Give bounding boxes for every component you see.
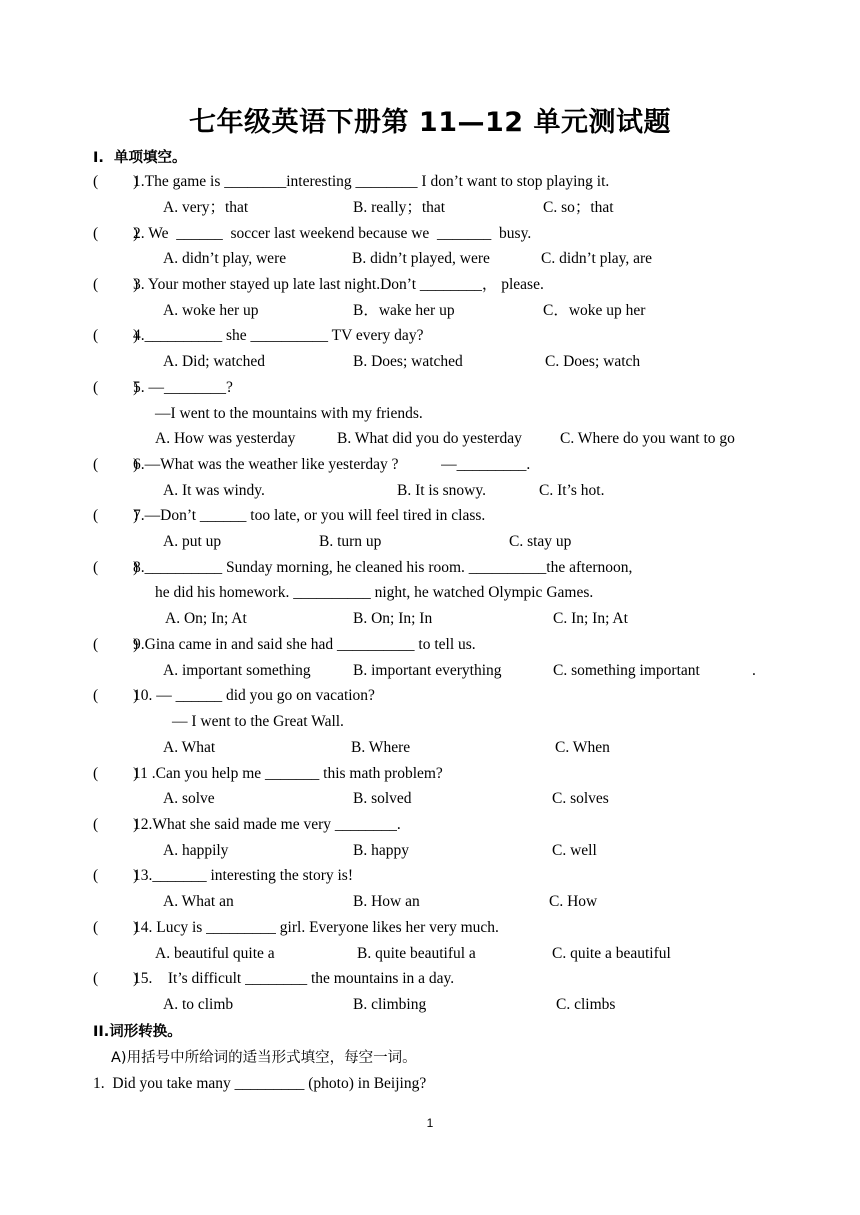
question-text: 6.—What was the weather like yesterday ? —_________. <box>133 456 531 473</box>
answer-option: C. climbs <box>556 996 616 1013</box>
answer-option: A. beautiful quite a <box>155 945 275 962</box>
answer-option: B. What did you do yesterday <box>337 430 522 447</box>
answer-option: C. quite a beautiful <box>552 945 671 962</box>
answer-option: B. Where <box>351 739 411 756</box>
answer-blank: ( ) <box>93 507 139 524</box>
answer-option: A. happily <box>163 842 229 859</box>
answer-blank: ( ) <box>93 276 139 293</box>
answer-option: A. It was windy. <box>163 482 265 499</box>
question-text: 12.What she said made me very ________. <box>133 816 401 833</box>
answer-blank: ( ) <box>93 919 139 936</box>
answer-option: B. really；that <box>353 199 446 216</box>
answer-option: B. On; In; In <box>353 610 433 627</box>
question-text: 7.—Don’t ______ too late, or you will feel tired in class. <box>133 507 486 524</box>
answer-option: C. Does; watch <box>545 353 641 370</box>
question-text: 11 .Can you help me _______ this math problem? <box>133 765 443 782</box>
question-text: 15. It’s difficult ________ the mountains in a day. <box>133 970 455 987</box>
answer-option: B. solved <box>353 790 412 807</box>
answer-blank: ( ) <box>93 379 139 396</box>
answer-option: C. stay up <box>509 533 572 550</box>
page-number: 1 <box>426 1116 434 1130</box>
section-heading-word-forms: II.词形转换。 <box>93 1024 182 1040</box>
answer-blank: ( ) <box>93 456 139 473</box>
answer-option: C. When <box>555 739 610 756</box>
answer-option: B．wake her up <box>353 302 455 319</box>
question-text: 13._______ interesting the story is! <box>133 867 353 884</box>
answer-blank: ( ) <box>93 636 139 653</box>
fill-in-question-1: 1. Did you take many _________ (photo) in Beijing? <box>93 1075 427 1092</box>
trailing-mark: . <box>752 662 756 679</box>
question-subline: he did his homework. __________ night, he watched Olympic Games. <box>155 584 594 601</box>
answer-blank: ( ) <box>93 173 139 190</box>
question-subline: — I went to the Great Wall. <box>172 713 344 730</box>
section-instruction: A)用括号中所给词的适当形式填空，每空一词。 <box>111 1050 417 1066</box>
answer-option: A. What <box>163 739 216 756</box>
answer-option: A. Did; watched <box>163 353 266 370</box>
answer-option: B. important everything <box>353 662 502 679</box>
answer-option: B. Does; watched <box>353 353 463 370</box>
page-title: 七年级英语下册第 11—12 单元测试题 <box>189 107 671 138</box>
answer-option: B. turn up <box>319 533 382 550</box>
question-text: 3. Your mother stayed up late last night.Don’t ________， please. <box>133 276 544 293</box>
answer-option: B. didn’t played, were <box>352 250 490 267</box>
answer-option: C. well <box>552 842 597 859</box>
answer-blank: ( ) <box>93 970 139 987</box>
answer-option: C. didn’t play, are <box>541 250 653 267</box>
question-subline: —I went to the mountains with my friends. <box>155 405 423 422</box>
answer-option: B. climbing <box>353 996 427 1013</box>
answer-blank: ( ) <box>93 327 139 344</box>
answer-blank: ( ) <box>93 225 139 242</box>
answer-option: A. How was yesterday <box>155 430 296 447</box>
answer-option: C．woke up her <box>543 302 646 319</box>
answer-option: C. Where do you want to go <box>560 430 735 447</box>
question-text: 9.Gina came in and said she had __________ to tell us. <box>133 636 476 653</box>
answer-option: A. very；that <box>163 199 249 216</box>
section-heading-single-choice: I. 单项填空。 <box>93 150 187 166</box>
question-text: 4.__________ she __________ TV every day? <box>133 327 424 344</box>
answer-option: A. solve <box>163 790 215 807</box>
answer-blank: ( ) <box>93 687 139 704</box>
answer-option: A. to climb <box>163 996 234 1013</box>
answer-blank: ( ) <box>93 559 139 576</box>
answer-option: C. so；that <box>543 199 614 216</box>
answer-blank: ( ) <box>93 816 139 833</box>
answer-option: A. important something <box>163 662 311 679</box>
question-text: 8.__________ Sunday morning, he cleaned his room. __________the afternoon, <box>133 559 633 576</box>
answer-option: A. put up <box>163 533 222 550</box>
question-text: 14. Lucy is _________ girl. Everyone likes her very much. <box>133 919 499 936</box>
answer-blank: ( ) <box>93 765 139 782</box>
answer-option: C. In; In; At <box>553 610 628 627</box>
answer-option: C. How <box>549 893 598 910</box>
answer-option: C. It’s hot. <box>539 482 605 499</box>
question-text: 10. — ______ did you go on vacation? <box>133 687 375 704</box>
question-text: 5. —________? <box>133 379 233 396</box>
answer-option: C. something important <box>553 662 700 679</box>
question-text: 1.The game is ________interesting ________ I don’t want to stop playing it. <box>133 173 610 190</box>
answer-option: B. quite beautiful a <box>357 945 476 962</box>
answer-option: C. solves <box>552 790 609 807</box>
question-text: 2. We ______ soccer last weekend because we _______ busy. <box>133 225 532 242</box>
answer-option: A. On; In; At <box>165 610 247 627</box>
answer-option: A. What an <box>163 893 234 910</box>
answer-option: B. happy <box>353 842 409 859</box>
answer-option: B. How an <box>353 893 420 910</box>
answer-option: A. didn’t play, were <box>163 250 287 267</box>
answer-option: A. woke her up <box>163 302 259 319</box>
answer-option: B. It is snowy. <box>397 482 486 499</box>
answer-blank: ( ) <box>93 867 139 884</box>
